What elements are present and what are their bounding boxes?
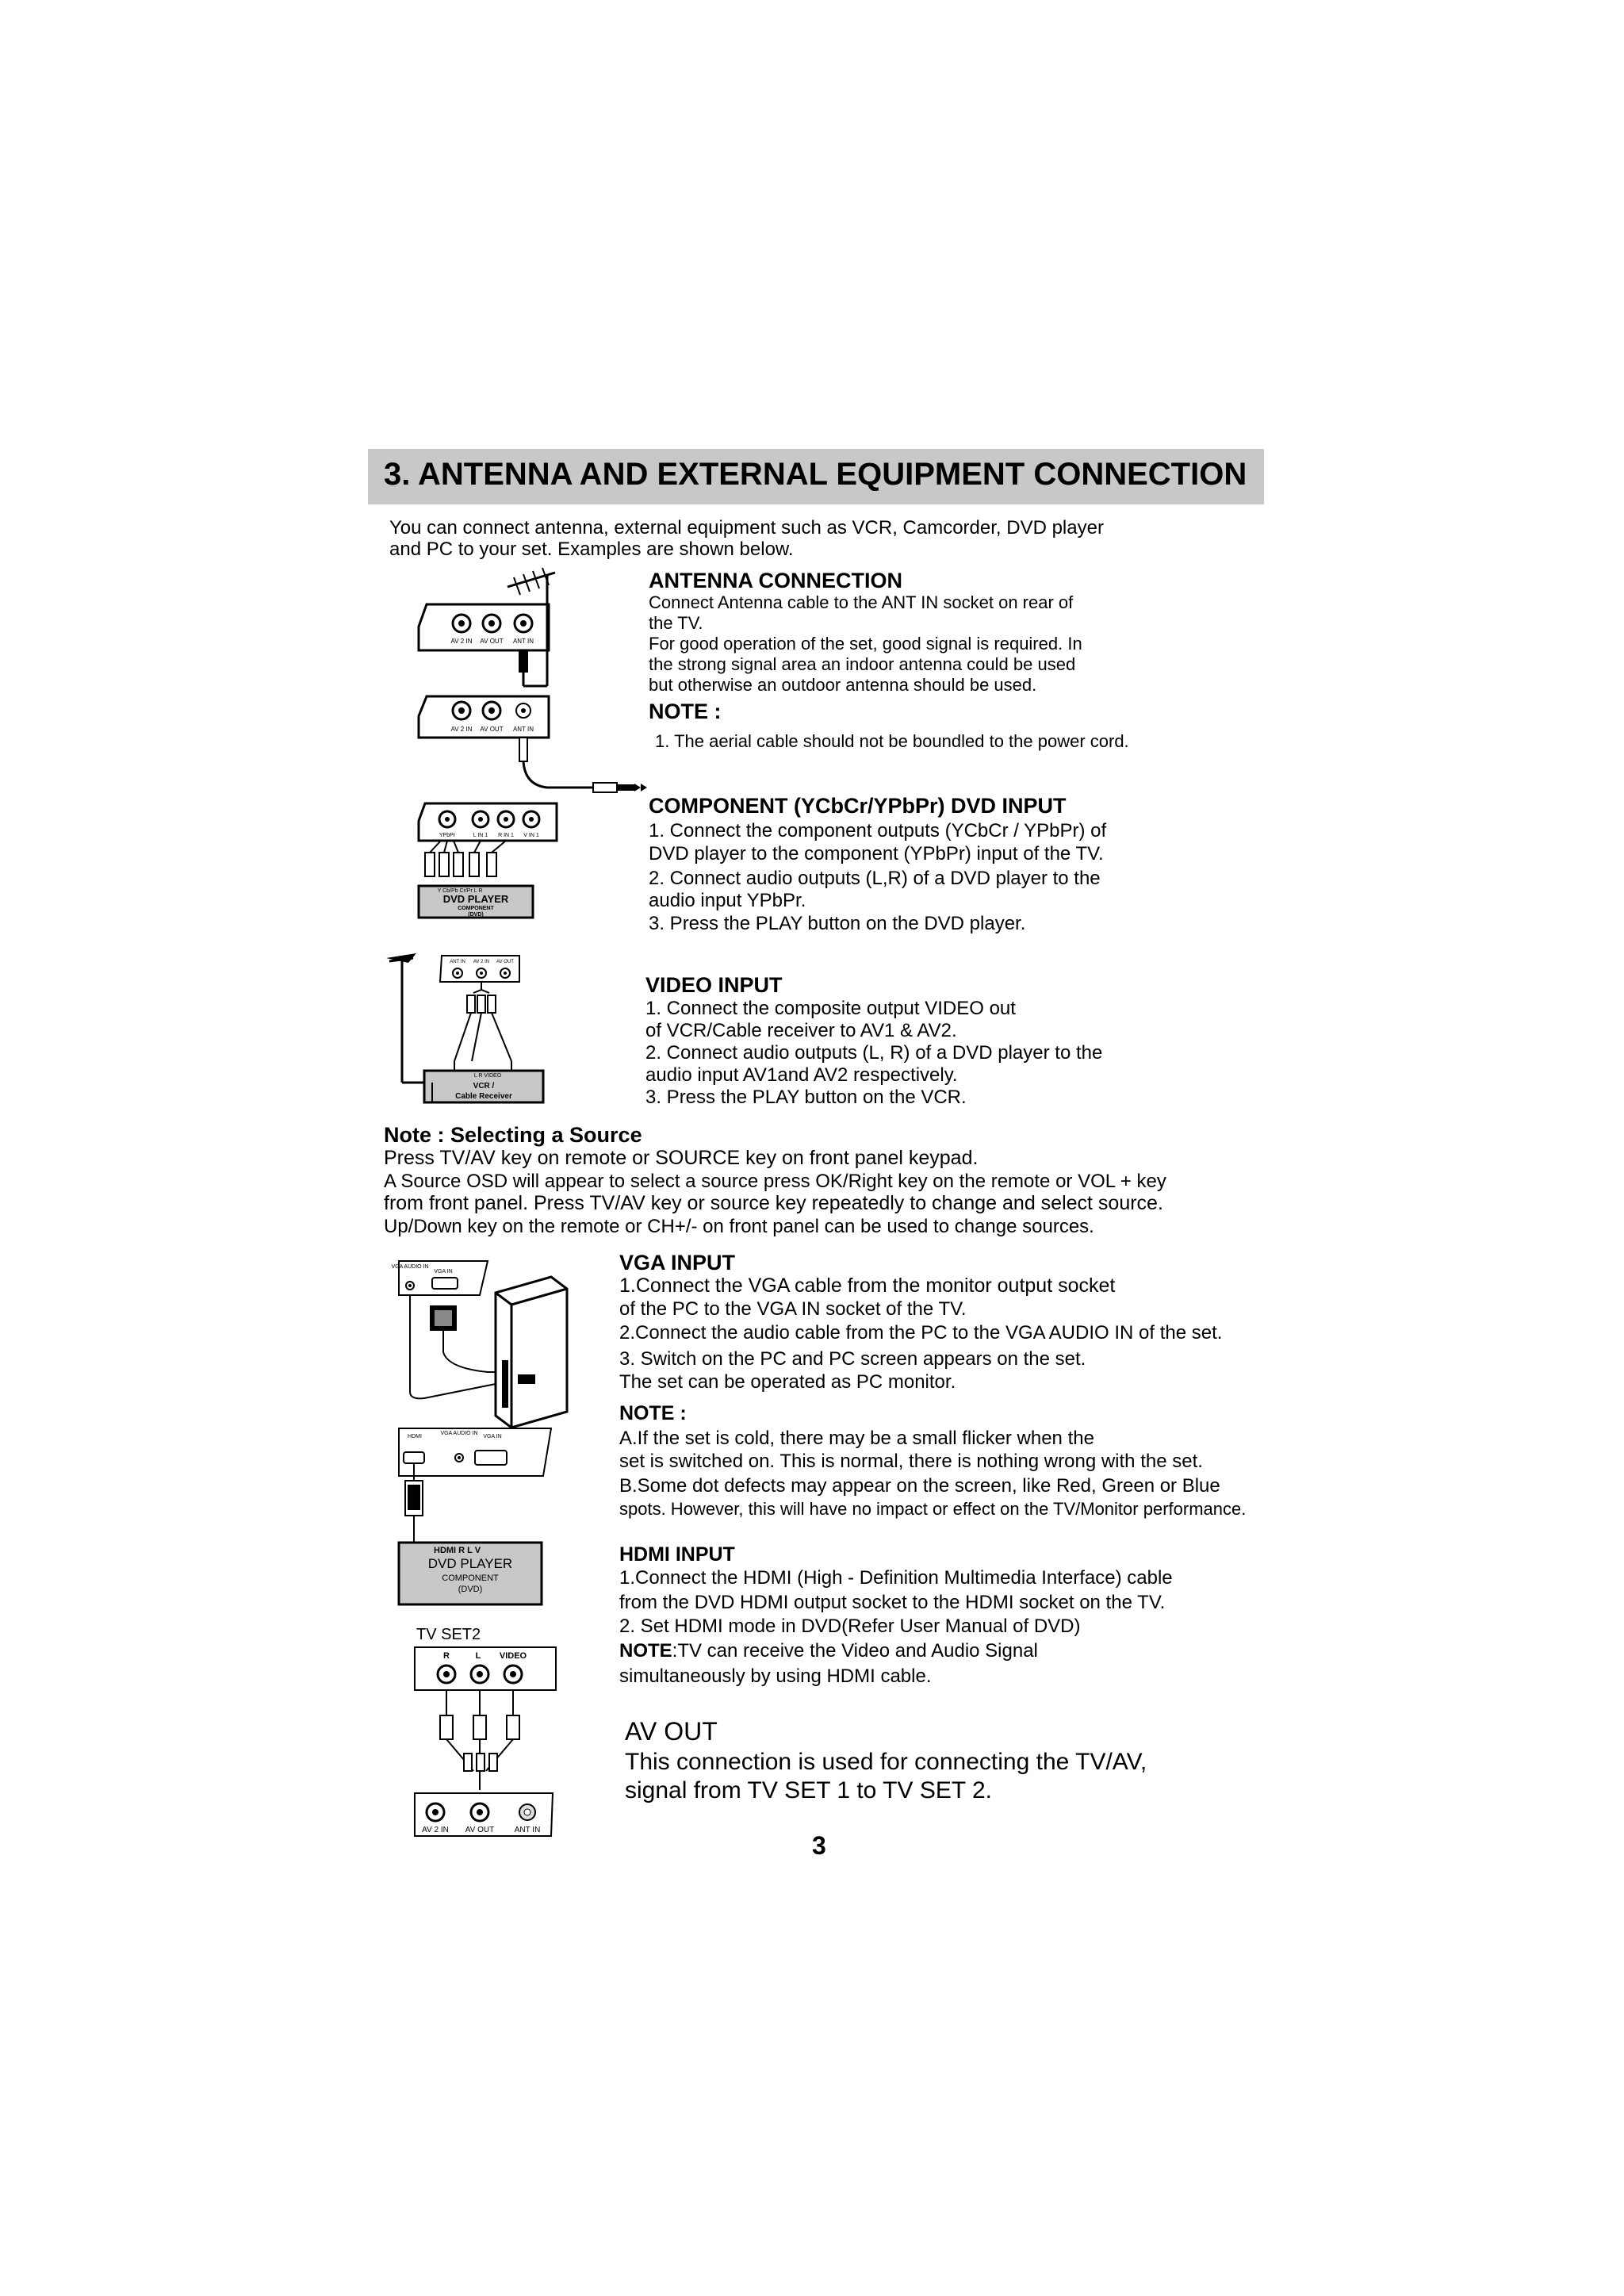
source-line-4: Up/Down key on the remote or CH+/- on front panel can be used to change sources. xyxy=(384,1216,1094,1237)
label-vga-audio-in-1: VGA AUDIO IN xyxy=(391,1264,429,1270)
label-antin-3: ANT IN xyxy=(450,960,465,964)
video-line-4: audio input AV1and AV2 respectively. xyxy=(645,1064,958,1086)
label-av2in-2: AV 2 IN xyxy=(450,726,473,733)
hdmi-line-1: 1.Connect the HDMI (High - Definition Multimedia Interface) cable xyxy=(619,1567,1173,1589)
hdmi-port-icon xyxy=(404,1452,424,1463)
source-line-2: A Source OSD will appear to select a source press OK/Right key on the remote or VOL + key xyxy=(384,1171,1166,1192)
component-line-2: DVD player to the component (YPbPr) input of the TV. xyxy=(649,843,1104,864)
label-antin-2: ANT IN xyxy=(512,726,534,733)
video-heading: VIDEO INPUT xyxy=(645,973,783,997)
avout-line-2: signal from TV SET 1 to TV SET 2. xyxy=(625,1777,992,1803)
antenna-line-2: the TV. xyxy=(649,613,703,633)
label-av2in-1: AV 2 IN xyxy=(450,638,473,645)
vcr-video-diagram xyxy=(385,952,559,1118)
label-vga-audio-in-2: VGA AUDIO IN xyxy=(440,1431,478,1436)
component-line-1: 1. Connect the component outputs (YCbCr / YPbPr) of xyxy=(649,820,1107,841)
label-dvd-jacks: Y Cb/Pb Cr/Pr L R xyxy=(437,888,483,894)
pc-tower-icon xyxy=(496,1277,567,1428)
label-ypbpr: YPbPr xyxy=(439,833,456,838)
label-av2in-4: AV 2 IN xyxy=(422,1826,449,1834)
component-line-4: audio input YPbPr. xyxy=(649,890,806,911)
label-antin-1: ANT IN xyxy=(512,638,534,645)
hdmi-note xyxy=(619,1640,1038,1662)
label-vga-in-1: VGA IN xyxy=(434,1269,453,1274)
label-component-2: COMPONENT xyxy=(442,1573,499,1583)
video-line-3: 2. Connect audio outputs (L, R) of a DVD player to the xyxy=(645,1042,1103,1064)
label-rin1: R IN 1 xyxy=(498,833,514,838)
label-avout-2: AV OUT xyxy=(480,726,504,733)
label-l: L xyxy=(475,1651,481,1661)
hdmi-line-3: 2. Set HDMI mode in DVD(Refer User Manual of DVD) xyxy=(619,1616,1081,1637)
antenna-icon xyxy=(386,953,432,1083)
label-cable-receiver: Cable Receiver xyxy=(455,1092,512,1101)
hdmi-note-rest: :TV can receive the Video and Audio Signal xyxy=(672,1640,1038,1662)
component-line-5: 3. Press the PLAY button on the DVD player. xyxy=(649,913,1026,934)
av-out-diagram xyxy=(400,1622,575,1844)
component-heading: COMPONENT (YCbCr/YPbPr) DVD INPUT xyxy=(649,794,1067,818)
hdmi-note-line-2: simultaneously by using HDMI cable. xyxy=(619,1665,932,1687)
component-line-3: 2. Connect audio outputs (L,R) of a DVD player to the xyxy=(649,868,1101,889)
vga-note-1: A.If the set is cold, there may be a small flicker when the xyxy=(619,1428,1094,1449)
vga-line-5: The set can be operated as PC monitor. xyxy=(619,1371,956,1393)
label-lin1: L IN 1 xyxy=(473,833,488,838)
label-av2in-3: AV 2 IN xyxy=(473,960,490,964)
hdmi-heading: HDMI INPUT xyxy=(619,1543,735,1566)
vga-note-2: set is switched on. This is normal, there is nothing wrong with the set. xyxy=(619,1451,1203,1472)
label-dvd-2: (DVD) xyxy=(458,1585,483,1594)
label-avout-1: AV OUT xyxy=(480,638,504,645)
video-line-5: 3. Press the PLAY button on the VCR. xyxy=(645,1087,967,1108)
label-avout-3: AV OUT xyxy=(496,960,514,964)
label-dvd-1: (DVD) xyxy=(468,912,484,918)
label-vga-in-2: VGA IN xyxy=(483,1434,502,1439)
antenna-line-4: the strong signal area an indoor antenna could be used xyxy=(649,654,1076,674)
source-line-3: from front panel. Press TV/AV key or source key repeatedly to change and select source. xyxy=(384,1192,1163,1214)
page-number: 3 xyxy=(812,1831,826,1860)
label-vin1: V IN 1 xyxy=(523,833,539,838)
vga-note-heading: NOTE : xyxy=(619,1402,687,1424)
antenna-heading: ANTENNA CONNECTION xyxy=(649,569,902,592)
antenna-line-5: but otherwise an outdoor antenna should be used. xyxy=(649,675,1037,695)
source-heading: Note : Selecting a Source xyxy=(384,1123,642,1147)
vga-line-1: 1.Connect the VGA cable from the monitor output socket xyxy=(619,1274,1116,1297)
section-title-bar xyxy=(368,449,1264,504)
vga-note-3: B.Some dot defects may appear on the screen, like Red, Green or Blue xyxy=(619,1475,1220,1497)
source-line-1: Press TV/AV key on remote or SOURCE key on front panel keypad. xyxy=(384,1147,979,1169)
label-component-1: COMPONENT xyxy=(458,906,494,911)
video-line-1: 1. Connect the composite output VIDEO out xyxy=(645,998,1016,1019)
label-avout-4: AV OUT xyxy=(465,1826,495,1834)
label-vcr-jacks: L R VIDEO xyxy=(473,1073,502,1079)
intro-line-1: You can connect antenna, external equipment such as VCR, Camcorder, DVD player xyxy=(389,517,1104,539)
component-dvd-diagram xyxy=(412,797,571,956)
video-line-2: of VCR/Cable receiver to AV1 & AV2. xyxy=(645,1020,957,1041)
antenna-connection-diagram xyxy=(412,555,682,793)
hdmi-note-bold: NOTE xyxy=(619,1640,672,1662)
label-tv-set2: TV SET2 xyxy=(416,1626,481,1643)
label-dvd-player-2: DVD PLAYER xyxy=(427,1556,513,1571)
antenna-line-1: Connect Antenna cable to the ANT IN socket on rear of xyxy=(649,592,1074,612)
vga-note-4: spots. However, this will have no impact or effect on the TV/Monitor performance. xyxy=(619,1499,1247,1519)
antenna-note-heading: NOTE : xyxy=(649,700,722,723)
label-hdmi-rlv: HDMI R L V xyxy=(434,1546,481,1555)
avout-line-1: This connection is used for connecting the TV/AV, xyxy=(625,1749,1147,1775)
label-hdmi-1: HDMI xyxy=(408,1434,422,1439)
vga-heading: VGA INPUT xyxy=(619,1251,736,1274)
label-video: VIDEO xyxy=(499,1651,527,1661)
label-dvd-player-1: DVD PLAYER xyxy=(442,893,509,905)
label-antin-4: ANT IN xyxy=(514,1826,541,1834)
hdmi-dvd-diagram xyxy=(393,1424,559,1614)
avout-heading: AV OUT xyxy=(625,1717,718,1746)
vga-line-2: of the PC to the VGA IN socket of the TV. xyxy=(619,1298,967,1320)
hdmi-line-2: from the DVD HDMI output socket to the HDMI socket on the TV. xyxy=(619,1592,1166,1613)
antenna-line-3: For good operation of the set, good signal is required. In xyxy=(649,634,1082,654)
intro-line-2: and PC to your set. Examples are shown below. xyxy=(389,539,794,560)
page-title: 3. ANTENNA AND EXTERNAL EQUIPMENT CONNECTION xyxy=(384,457,1247,492)
label-vcr: VCR / xyxy=(473,1082,495,1091)
vga-line-4: 3. Switch on the PC and PC screen appears on the set. xyxy=(619,1348,1086,1370)
antenna-note: 1. The aerial cable should not be boundled to the power cord. xyxy=(655,731,1129,751)
vga-line-3: 2.Connect the audio cable from the PC to the VGA AUDIO IN of the set. xyxy=(619,1322,1223,1343)
label-r: R xyxy=(443,1651,450,1661)
